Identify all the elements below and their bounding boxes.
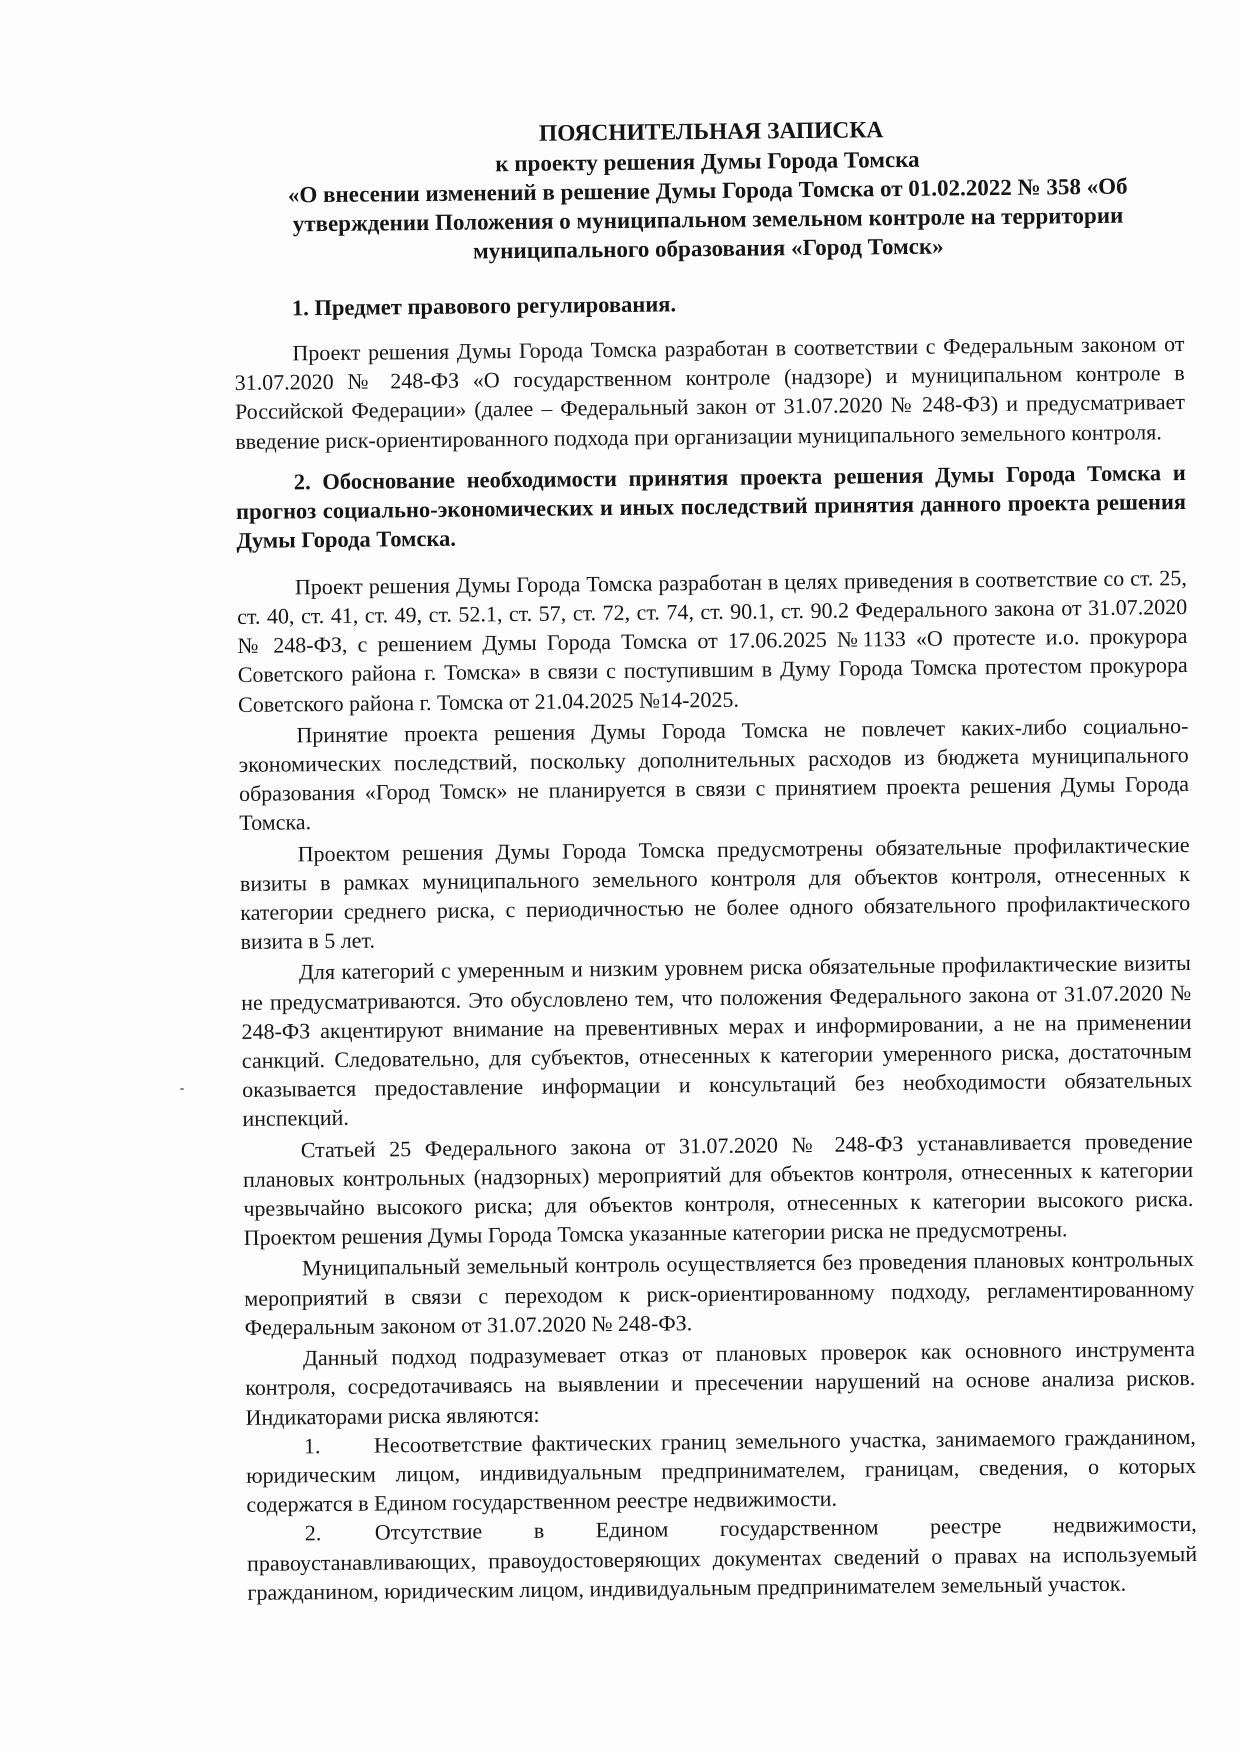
section-2-paragraph-4: Для категорий с умеренным и низким уровнем риска обязательные профилактические визиты не предусматриваются. Это обусловлено тем, что положения Федерального закона от 31.07.2020 № 248-ФЗ акцентируют внимание на превентивных мерах и информировании, а не на применении санкций. Следовательно, для субъектов, отнесенных к категории умеренного риска, достаточным оказывается предоставление информации и консультаций без необходимости обязательных инспекций. (241, 950, 1193, 1132)
risk-indicator-1 (246, 1422, 1197, 1520)
title-block (232, 112, 1183, 268)
risk-indicator-text: Несоответствие фактических границ земельного участка, занимаемого гражданином, юридическим лицом, индивидуальным предпринимателем, границам, сведения, о которых содержатся в Едином государственном реестре недвижимости. (246, 1423, 1197, 1518)
section-2-paragraph-1: Проект решения Думы Города Томска разработан в целях приведения в соответствие со ст. 25, ст. 40, ст. 41, ст. 49, ст. 52.1, ст. 57, ст. 72, ст. 74, ст. 90.1, ст. 90.2 Федерального закона от 31.07.2020 № 248-ФЗ, с решением Думы Города Томска от 17.06.2025 №1133 «О протесте и.о. прокурора Советского района г. Томска» в связи с поступившим в Думу Города Томска протестом прокурора Советского района г. Томска от 21.04.2025 №14-2025. (237, 564, 1188, 717)
scan-speck (180, 1088, 184, 1090)
section-2-paragraph-3: Проектом решения Думы Города Томска предусмотрены обязательные профилактические визиты в рамках муниципального земельного контроля для объектов контроля, отнесенных к категории среднего риска, с периодичностью не более одного обязательного профилактического визита в 5 лет. (239, 831, 1191, 955)
section-1-heading: 1. Предмет правового регулирования. (291, 291, 677, 321)
section-1-paragraph: Проект решения Думы Города Томска разработан в соответствии с Федеральным законом от 31.07.2020 № 248-ФЗ «О государственном контроле (надзоре) и муниципальном контроле в Российской Федерации» (далее – Федеральный закон от 31.07.2020 № 248-ФЗ) и предусматривает введение риск-ориентированного подхода при организации муниципального земельного контроля. (234, 331, 1186, 454)
risk-indicator-number: 1. (303, 1432, 321, 1459)
section-2-paragraph-6: Муниципальный земельный контроль осуществляется без проведения плановых контрольных мероприятий в связи с переходом к риск-ориентированному подходу, регламентированному Федеральным законом от 31.07.2020 № 248-ФЗ. (244, 1246, 1195, 1340)
risk-indicator-number: 2. (304, 1520, 322, 1546)
risk-indicator-2 (247, 1509, 1198, 1607)
document-subtitle: к проекту решения Думы Города Томска (495, 146, 920, 177)
document-subject: «О внесении изменений в решение Думы Города Томска от 01.02.2022 № 358 «Об утверждении Положения о муниципальном земельном контроле на территории муниципального образования «Город Томск» (287, 173, 1128, 264)
risk-indicator-text: Отсутствие в Едином государственном реестре недвижимости, правоустанавливающих, правоудостоверяющих документах сведений о правах на используемый гражданином, юридическим лицом, индивидуальным предпринимателем земельный участок. (246, 1511, 1198, 1605)
section-2-paragraph-2: Принятие проекта решения Думы Города Томска не повлечет каких-либо социально-экономических последствий, поскольку дополнительных расходов из бюджета муниципального образования «Город Томск» не планируется в связи с принятием проекта решения Думы Города Томска. (238, 712, 1190, 836)
section-2-paragraph-7: Данный подход подразумевает отказ от плановых проверок как основного инструмента контроля, сосредотачиваясь на выявлении и пресечении нарушений на основе анализа рисков. Индикаторами риска являются: (245, 1336, 1196, 1430)
section-2-paragraph-5: Статьей 25 Федерального закона от 31.07.2020 № 248-ФЗ устанавливается проведение плановых контрольных (надзорных) мероприятий для объектов контроля, отнесенных к категории чрезвычайно высокого риска; для объектов контроля, отнесенных к категории высокого риска. Проектом решения Думы Города Томска указанные категории риска не предусмотрены. (242, 1127, 1194, 1251)
document-title: ПОЯСНИТЕЛЬНАЯ ЗАПИСКА (538, 117, 884, 147)
section-2-heading: 2. Обоснование необходимости принятия проекта решения Думы Города Томска и прогноз социально-экономических и иных последствий принятия данного проекта решения Думы Города Томска. (235, 459, 1187, 553)
document-body (232, 112, 1197, 1607)
